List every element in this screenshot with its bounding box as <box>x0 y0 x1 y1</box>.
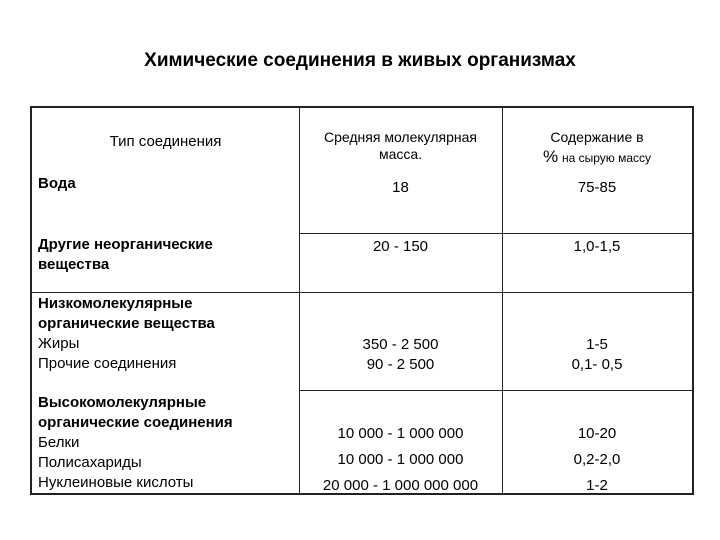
row-highmol-mass-proteins: 10 000 - 1 000 000 <box>337 425 464 442</box>
header-type: Тип соединения <box>109 133 222 150</box>
row-highmol-mass <box>299 421 502 499</box>
row-highmol-name-line1: Высокомолекулярные <box>38 394 207 411</box>
header-mass-line1: Средняя молекулярная <box>324 129 477 145</box>
row-lowmol-sub-fats: Жиры <box>38 335 80 352</box>
header-content-percent: % <box>542 147 559 166</box>
row-divider <box>299 233 692 234</box>
row-lowmol-mass <box>299 335 502 375</box>
row-divider <box>299 390 692 391</box>
row-lowmol-content-fats: 1-5 <box>586 336 608 353</box>
row-highmol-name <box>38 393 233 493</box>
row-lowmol-sub-other: Прочие соединения <box>38 355 177 372</box>
row-water-mass: 18 <box>392 179 409 196</box>
row-inorganic-mass: 20 - 150 <box>372 238 429 255</box>
compounds-table <box>30 106 694 495</box>
row-highmol-sub-polysaccharides: Полисахариды <box>38 454 142 471</box>
row-lowmol-name-line1: Низкомолекулярные <box>38 295 193 312</box>
header-content-line2 <box>502 148 692 167</box>
row-lowmol-name-line2: органические вещества <box>38 315 215 332</box>
row-highmol-sub-nucleic-acids: Нуклеиновые кислоты <box>38 474 194 491</box>
page-title: Химические соединения в живых организмах <box>144 50 576 71</box>
header-content-rest: на сырую массу <box>561 151 652 165</box>
row-inorganic-name <box>38 235 213 275</box>
row-lowmol-mass-fats: 350 - 2 500 <box>362 336 439 353</box>
header-mass-line2: масса. <box>378 146 423 162</box>
row-highmol-content <box>502 421 692 499</box>
row-divider <box>32 292 692 293</box>
row-highmol-content-nucleic-acids: 1-2 <box>586 477 608 494</box>
row-inorganic-name-line2: вещества <box>38 256 110 273</box>
header-content-line1: Содержание в <box>550 129 644 145</box>
row-lowmol-content <box>502 335 692 375</box>
row-lowmol-mass-other: 90 - 2 500 <box>366 356 435 373</box>
row-highmol-name-line2: органические соединения <box>38 414 233 431</box>
row-highmol-sub-proteins: Белки <box>38 434 80 451</box>
row-highmol-mass-polysaccharides: 10 000 - 1 000 000 <box>337 451 464 468</box>
row-highmol-content-proteins: 10-20 <box>577 425 617 442</box>
header-content <box>502 129 692 167</box>
row-inorganic-content: 1,0-1,5 <box>573 238 621 255</box>
row-highmol-mass-nucleic-acids: 20 000 - 1 000 000 000 <box>322 477 479 494</box>
header-mass <box>299 129 502 163</box>
row-lowmol-name <box>38 294 215 374</box>
row-water-content: 75-85 <box>577 179 617 196</box>
row-highmol-content-polysaccharides: 0,2-2,0 <box>573 451 621 468</box>
row-water-name: Вода <box>38 175 76 192</box>
row-lowmol-content-other: 0,1- 0,5 <box>571 356 623 373</box>
row-inorganic-name-line1: Другие неорганические <box>38 236 213 253</box>
